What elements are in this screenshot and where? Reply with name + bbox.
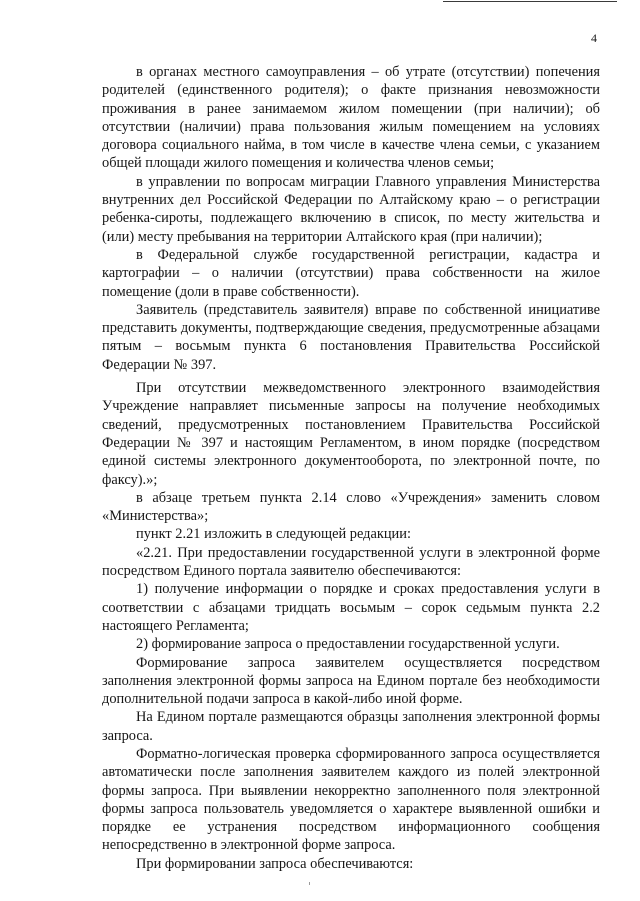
list-item-1: 1) получение информации о порядке и сроках предоставления услуги в соответствии с абзацами тридцать восьмым – сорок седьмым пункта 2.2 настоящего Регламента;: [102, 581, 600, 634]
scan-speck: [309, 882, 310, 885]
paragraph-local-authorities: в органах местного самоуправления – об утрате (отсутствии) попечения родителей (единственного родителя); о факте признания невозможности проживания в ранее занимаемом жилом помещении (при наличии); об отсутствии (наличии) права пользования жилым помещением на условиях договора социального найма, в том числе в качестве члена семьи, с указанием общей площади жилого помещения и количества членов семьи;: [102, 64, 600, 172]
paragraph-migration-office: в управлении по вопросам миграции Главного управления Министерства внутренних дел Российской Федерации по Алтайскому краю – о регистрации ребенка-сироты, подлежащего включению в список, по месту жительства и (или) месту пребывания на территории Алтайского края (при наличии);: [102, 173, 600, 245]
paragraph-clause-2-21-intro: пункт 2.21 изложить в следующей редакции:: [136, 526, 411, 543]
paragraph-no-electronic-interaction: При отсутствии межведомственного электронного взаимодействия Учреждение направляет письменные запросы на получение необходимых сведений, предусмотренных постановлением Правительства Российской Федерации № 397 и настоящим Регламентом, в ином порядке (посредством единой системы электронного документооборота, по электронной почте, по факсу).»;: [102, 380, 600, 488]
paragraph-clause-2-21: «2.21. При предоставлении государственной услуги в электронной форме посредством Единого портала заявителю обеспечиваются:: [102, 544, 600, 580]
document-body: [102, 63, 600, 873]
paragraph-clause-2-14: в абзаце третьем пункта 2.14 слово «Учреждения» заменить словом «Министерства»;: [102, 489, 600, 525]
paragraph-format-check: Форматно-логическая проверка сформированного запроса осуществляется автоматически после заполнения заявителем каждого из полей электронной формы запроса. При выявлении некорректно заполненного поля электронной формы запроса пользователь уведомляется о характере выявленной ошибки и порядке ее устранения посредством информационного сообщения непосредственно в электронной форме запроса.: [102, 745, 600, 854]
top-rule: [443, 1, 617, 2]
page-number: 4: [591, 31, 597, 45]
paragraph-form-samples: На Едином портале размещаются образцы заполнения электронной формы запроса.: [102, 709, 600, 744]
paragraph-request-forming: Формирование запроса заявителем осуществляется посредством заполнения электронной формы запроса на Едином портале без необходимости дополнительной подачи запроса в какой-либо иной форме.: [102, 654, 600, 708]
paragraph-provided-when-forming: При формировании запроса обеспечиваются:: [136, 855, 414, 872]
list-item-2: 2) формирование запроса о предоставлении государственной услуги.: [136, 636, 560, 653]
paragraph-applicant-initiative: Заявитель (представитель заявителя) вправе по собственной инициативе представить документы, подтверждающие сведения, предусмотренные абзацами пятым – восьмым пункта 6 постановления Правительства Российской Федерации № 397.: [102, 301, 600, 373]
paragraph-rosreestr: в Федеральной службе государственной регистрации, кадастра и картографии – о наличии (отсутствии) права собственности на жилое помещение (доли в праве собственности).: [102, 246, 600, 300]
